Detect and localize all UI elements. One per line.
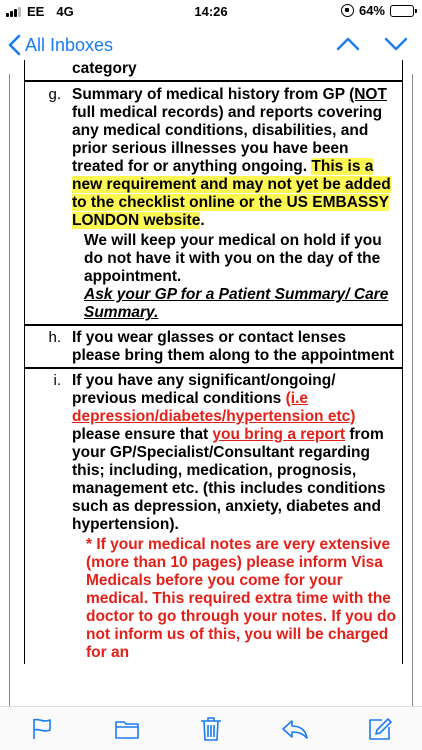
status-bar bbox=[0, 0, 422, 22]
status-right bbox=[341, 3, 414, 18]
message-navigation bbox=[336, 36, 408, 57]
battery-icon bbox=[390, 5, 414, 17]
gp-summary-note: Ask your GP for a Patient Summary/ Care Summary. bbox=[84, 286, 389, 321]
extensive-notes-warning: * If your medical notes are very extensive (more than 10 pages) please inform Visa Medicals before you come for your medical. This required extra time with the doctor to go through your notes. If you do not inform us of this, you will be charged for an bbox=[86, 536, 396, 661]
chevron-up-icon bbox=[336, 36, 360, 52]
next-message-button[interactable] bbox=[384, 36, 408, 57]
move-to-folder-button[interactable] bbox=[107, 709, 147, 749]
table-row-h bbox=[24, 324, 403, 367]
item-text-g: Summary of medical history from GP (NOT full medical records) and reports covering any medical conditions, disabilities, and prior serious illnesses you have been treated for or anything ongoing. This is a new requirement and may not yet be added to the checklist online or the US EMBASSY LONDON website. We will keep your medical on hold if you do not have it with you on the day of the appointment. Ask your GP for a Patient Summary/ Care Summary. bbox=[72, 86, 398, 322]
bottom-toolbar bbox=[0, 706, 422, 750]
table-row-fragment bbox=[24, 60, 403, 80]
back-button[interactable] bbox=[8, 34, 113, 56]
bring-report-emphasis: you bring a report bbox=[212, 426, 346, 443]
carrier: EE bbox=[27, 4, 45, 19]
fragment-text: category bbox=[72, 60, 137, 77]
flag-icon bbox=[31, 717, 53, 741]
medical-hold-note: We will keep your medical on hold if you do not have it with you on the day of the appointment. bbox=[84, 232, 382, 285]
item-text-i: If you have any significant/ongoing/ previous medical conditions (i.e depression/diabetes/hypertension etc) please ensure that you bring a report from your GP/Specialist/Consultant regarding this; including, medication, prognosis, management etc. (this includes conditions such as depression, anxiety, diabetes and hypertension). * If your medical notes are very extensive (more than 10 pages) please inform Visa Medicals before you come for your medical. This required extra time with the doctor to go through your notes. If you do not inform us of this, you will be charged for an bbox=[72, 372, 398, 662]
not-emphasis: (NOT bbox=[349, 86, 387, 103]
item-text-h: If you wear glasses or contact lenses please bring them along to the appointment bbox=[72, 329, 395, 364]
trash-button[interactable] bbox=[191, 709, 231, 749]
reply-icon bbox=[281, 718, 309, 740]
table-row-i bbox=[24, 367, 403, 664]
flag-button[interactable] bbox=[22, 709, 62, 749]
status-time: 14:26 bbox=[194, 4, 228, 19]
document-content bbox=[0, 60, 422, 664]
item-letter-h: h. bbox=[48, 329, 61, 346]
battery-percent: 64% bbox=[358, 3, 385, 18]
document-view[interactable] bbox=[0, 60, 422, 706]
folder-icon bbox=[114, 718, 140, 740]
trash-icon bbox=[200, 716, 222, 742]
compose-button[interactable] bbox=[360, 709, 400, 749]
conditions-example: (i.e depression/diabetes/hypertension etc) bbox=[72, 390, 356, 425]
rotation-lock-icon bbox=[341, 4, 354, 17]
compose-icon bbox=[368, 717, 392, 741]
table-row-g bbox=[24, 80, 403, 324]
back-label: All Inboxes bbox=[25, 34, 114, 55]
network-type: 4G bbox=[56, 4, 74, 19]
item-letter-g: g. bbox=[48, 86, 61, 103]
chevron-down-icon bbox=[384, 36, 408, 52]
item-letter-i: i. bbox=[53, 372, 61, 389]
reply-button[interactable] bbox=[275, 709, 315, 749]
highlighted-requirement: This is a new requirement and may not yet be added to the checklist online or the US EMBASSY LONDON website bbox=[72, 158, 391, 229]
previous-message-button[interactable] bbox=[336, 36, 360, 57]
chevron-left-icon bbox=[8, 34, 21, 56]
